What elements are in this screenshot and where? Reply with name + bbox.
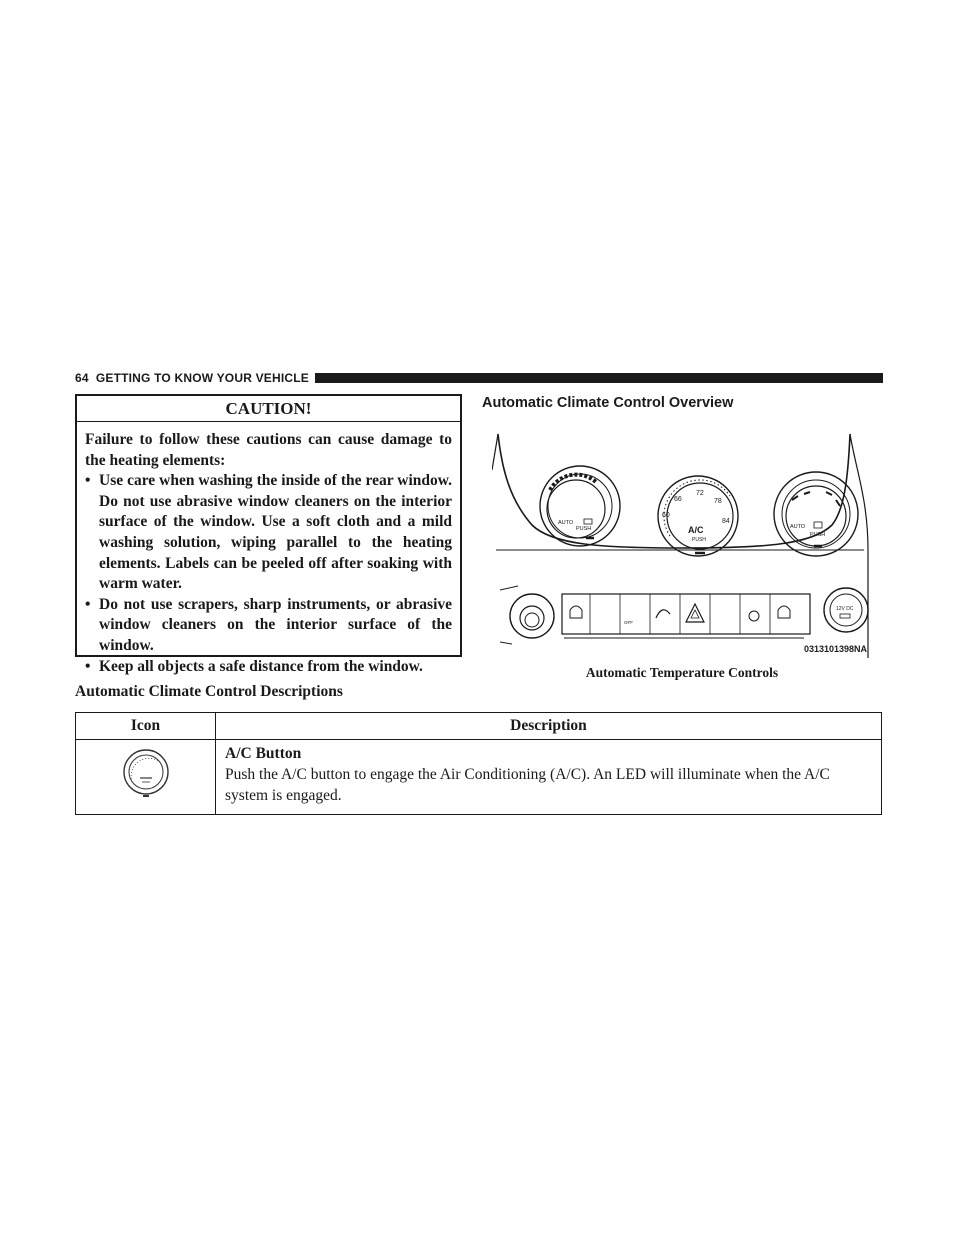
- bullet-icon: •: [85, 657, 91, 675]
- icon-cell: [76, 740, 216, 815]
- bullet-icon: •: [85, 595, 91, 613]
- caution-intro: Failure to follow these cautions can cause damage to the heating elements:: [85, 431, 452, 469]
- temp-66-label: 66: [674, 496, 682, 503]
- descriptions-title: Automatic Climate Control Descriptions: [75, 683, 343, 700]
- page-header: [75, 370, 883, 386]
- temp-72-label: 72: [696, 490, 704, 497]
- left-push-label: PUSH: [576, 526, 592, 532]
- caution-item: • Keep all objects a safe distance from the window.: [85, 657, 452, 678]
- right-push-label: PUSH: [810, 532, 826, 538]
- caution-list: [85, 471, 452, 677]
- ac-knob-icon: [76, 740, 215, 806]
- figure-caption: Automatic Temperature Controls: [585, 665, 779, 680]
- overview-title: Automatic Climate Control Overview: [482, 395, 734, 411]
- left-auto-label: AUTO: [558, 520, 574, 526]
- table-row: [76, 740, 882, 815]
- temp-84-label: 84: [722, 518, 730, 525]
- description-cell: [216, 740, 882, 815]
- caution-item: • Use care when washing the inside of the rear window. Do not use abrasive window cleaners on the interior surface of the window. Use a soft cloth and a mild washing solution, wiping parallel to the heating elements. Labels can be peeled off after soaking with warm water.: [85, 472, 452, 593]
- ac-label: A/C: [688, 525, 704, 535]
- outlet-label: 12V DC: [836, 606, 854, 612]
- description-column-header: Description: [216, 713, 882, 740]
- caution-item: • Do not use scrapers, sharp instruments, or abrasive window cleaners on the interior surface of the window.: [85, 595, 452, 654]
- bullet-icon: •: [85, 472, 91, 490]
- figure-code: 0313101398NA: [804, 644, 868, 654]
- ac-button-name: A/C Button: [225, 745, 302, 762]
- caution-title: CAUTION!: [77, 396, 460, 422]
- temp-78-label: 78: [714, 498, 722, 505]
- icon-column-header: Icon: [76, 713, 216, 740]
- header-rule: [315, 373, 883, 383]
- off-label: OFF: [624, 620, 633, 625]
- climate-controls-illustration: [492, 430, 870, 658]
- page-header-text: 64 GETTING TO KNOW YOUR VEHICLE: [75, 371, 309, 385]
- descriptions-table: [75, 712, 882, 815]
- center-push-label: PUSH: [692, 537, 706, 543]
- caution-box: [75, 394, 462, 675]
- ac-button-description: Push the A/C button to engage the Air Conditioning (A/C). An LED will illuminate when the A/C system is engaged.: [225, 766, 830, 804]
- temp-60-label: 60: [662, 512, 670, 519]
- right-auto-label: AUTO: [790, 524, 806, 530]
